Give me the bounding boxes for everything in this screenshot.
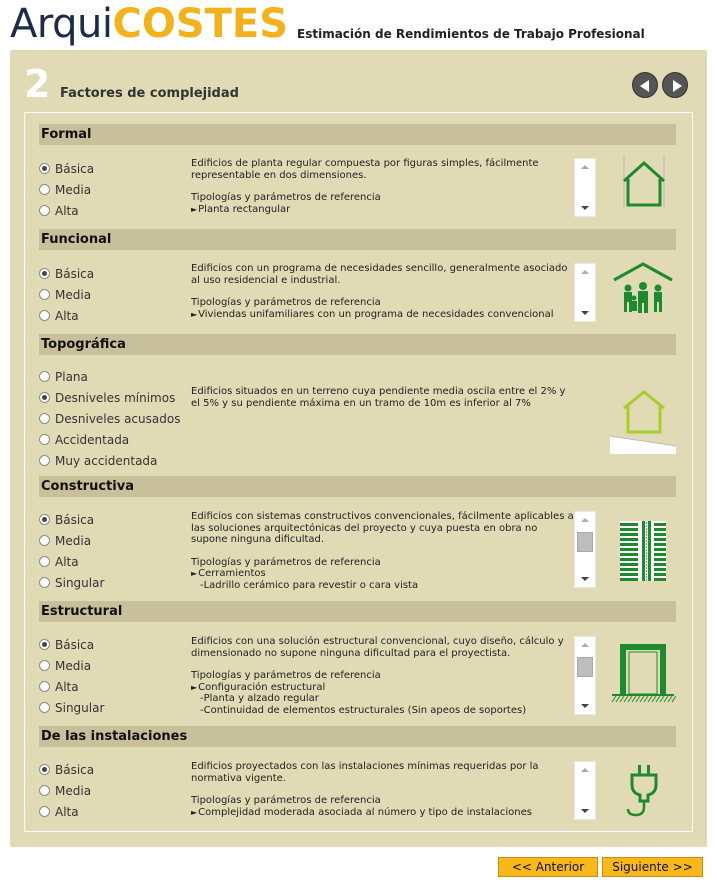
radio-button[interactable] [39,205,50,216]
radio-option[interactable] [39,179,189,200]
radio-label: Básica [55,512,95,527]
radio-button[interactable] [39,310,50,321]
radio-label: Media [55,287,92,302]
triangle-right-icon: ► [191,204,198,214]
description-scrollbar[interactable] [574,263,596,322]
radio-button[interactable] [39,434,50,445]
description-box [191,511,574,591]
typology-item-text: Cerramientos [198,568,266,579]
radio-button[interactable] [39,371,50,382]
typology-item-text: Planta rectangular [198,203,291,215]
radio-label: Alta [55,203,79,218]
typology-item-text: Configuración estructural [198,681,326,693]
nav-next-button[interactable] [662,72,688,98]
typology-item [191,204,574,216]
options-group [39,158,189,221]
section-header-4: Estructural [39,601,676,622]
next-button[interactable]: Siguiente >> [602,857,703,877]
arrow-left-icon [633,73,659,99]
radio-button[interactable] [39,455,50,466]
radio-label: Básica [55,637,95,652]
description-box [191,263,574,322]
radio-button[interactable] [39,289,50,300]
radio-option[interactable] [39,305,189,326]
header-subtitle: Estimación de Rendimientos de Trabajo Profesional [297,27,645,41]
description-scrollbar[interactable] [574,636,596,715]
scroll-up-arrow-icon[interactable] [581,643,589,647]
description-scrollbar[interactable] [574,511,596,588]
description-text: Edificios situados en un terreno cuya pendiente media oscila entre el 2% y el 5% y su pendiente máxima en un tramo de 10m es inferior al 7% [191,386,566,409]
app-header [0,0,717,50]
typology-item-text: Viviendas unifamiliares con un programa de necesidades convencional [198,308,554,320]
typology-subitem: -Continuidad de elementos estructurales (Sin apeos de soportes) [200,704,527,716]
radio-button[interactable] [39,806,50,817]
radio-label: Desniveles mínimos [55,390,176,405]
radio-label: Básica [55,266,95,281]
radio-option[interactable] [39,450,189,471]
arrow-right-icon [663,73,689,99]
radio-option[interactable] [39,697,189,718]
factors-container [24,112,693,832]
section-header-1: Funcional [39,229,676,250]
scroll-down-arrow-icon[interactable] [581,704,589,708]
radio-button[interactable] [39,184,50,195]
scroll-up-arrow-icon[interactable] [581,768,589,772]
radio-option[interactable] [39,158,189,179]
triangle-right-icon: ► [191,807,198,817]
radio-option[interactable] [39,200,189,221]
typology-heading: Tipologías y parámetros de referencia [191,192,381,203]
typology-heading: Tipologías y parámetros de referencia [191,556,381,568]
radio-option[interactable] [39,759,189,780]
radio-label: Desniveles acusados [55,411,181,426]
electric-plug-icon [610,759,676,825]
description-box [191,158,574,217]
radio-label: Media [55,533,92,548]
typology-item [191,568,574,580]
scroll-up-arrow-icon[interactable] [581,165,589,169]
scroll-thumb[interactable] [577,657,593,677]
nav-prev-button[interactable] [632,72,658,98]
options-group [39,759,189,822]
scroll-thumb[interactable] [577,532,593,552]
radio-option[interactable] [39,263,189,284]
description-box [191,636,574,717]
house-on-slope-icon [610,388,676,454]
typology-subitem: -Ladrillo cerámico para revestir o cara vista [200,579,419,591]
typology-heading: Tipologías y parámetros de referencia [191,297,381,308]
description-box [191,761,574,820]
triangle-right-icon: ► [191,682,198,692]
radio-label: Accidentada [55,432,130,447]
radio-button[interactable] [39,514,50,525]
typology-subitem: -Planta y alzado regular [200,693,319,704]
radio-button[interactable] [39,764,50,775]
scroll-down-arrow-icon[interactable] [581,809,589,813]
section-header-5: De las instalaciones [39,726,676,747]
radio-label: Alta [55,804,79,819]
triangle-right-icon: ► [191,569,198,578]
typology-item-text: Complejidad moderada asociada al número y tipo de instalaciones [198,806,532,818]
main-panel [10,50,707,847]
options-group [39,366,189,471]
description-text: Edificios con una solución estructural convencional, cuyo diseño, cálculo y dimensionado no supone ninguna dificultad para el proyectista. [191,636,564,659]
section-header-2: Topográfica [39,334,676,355]
step-number: 2 [24,62,51,106]
family-house-icon [610,260,676,326]
radio-label: Muy accidentada [55,453,158,468]
radio-button[interactable] [39,785,50,796]
triangle-right-icon: ► [191,309,198,319]
radio-button[interactable] [39,639,50,650]
logo-text-costes: COSTES [112,1,289,47]
radio-label: Plana [55,369,88,384]
radio-button[interactable] [39,392,50,403]
radio-button[interactable] [39,681,50,692]
step-title: Factores de complejidad [60,86,239,101]
section-header-0: Formal [39,124,676,145]
description-text: Edificios con sistemas constructivos convencionales, fácilmente aplicables a las soluciones arquitectónicas del proyecto y cuya puesta en obra no supone ninguna dificultad. [191,511,574,545]
options-group [39,263,189,326]
radio-option[interactable] [39,676,189,697]
radio-option[interactable] [39,284,189,305]
description-text: Edificios proyectados con las instalaciones mínimas requeridas por la normativa vigente. [191,761,539,784]
typology-item [191,309,574,321]
description-scrollbar[interactable] [574,761,596,820]
radio-button[interactable] [39,413,50,424]
radio-button[interactable] [39,268,50,279]
typology-item [191,807,574,819]
radio-option[interactable] [39,509,189,530]
options-group [39,634,189,718]
section-header-3: Constructiva [39,476,676,497]
radio-button[interactable] [39,660,50,671]
typology-item [191,682,574,694]
scroll-down-arrow-icon[interactable] [581,311,589,315]
description-scrollbar[interactable] [574,158,596,217]
scroll-down-arrow-icon[interactable] [581,206,589,210]
typology-heading: Tipologías y parámetros de referencia [191,670,381,681]
scroll-up-arrow-icon[interactable] [581,518,589,522]
radio-option[interactable] [39,366,189,387]
radio-option[interactable] [39,634,189,655]
scroll-up-arrow-icon[interactable] [581,270,589,274]
radio-label: Media [55,783,92,798]
radio-button[interactable] [39,702,50,713]
radio-option[interactable] [39,655,189,676]
radio-option[interactable] [39,801,189,822]
radio-label: Media [55,182,92,197]
radio-button[interactable] [39,163,50,174]
typology-heading: Tipologías y parámetros de referencia [191,795,381,806]
description-text: Edificios de planta regular compuesta por figuras simples, fácilmente representable en dos dimensiones. [191,158,539,181]
radio-option[interactable] [39,408,189,429]
radio-button[interactable] [39,535,50,546]
brick-wall-section-icon [610,517,676,583]
radio-label: Básica [55,762,95,777]
radio-label: Singular [55,700,105,715]
logo-text-arqui: Arqui [10,1,113,47]
radio-option[interactable] [39,530,189,551]
radio-button[interactable] [39,577,50,588]
radio-label: Alta [55,679,79,694]
house-outline-icon [610,155,676,221]
radio-option[interactable] [39,387,189,408]
radio-button[interactable] [39,556,50,567]
radio-label: Básica [55,161,95,176]
description-text: Edificios con un programa de necesidades sencillo, generalmente asociado al uso residencial e industrial. [191,263,568,286]
radio-option[interactable] [39,572,189,593]
logo [10,2,288,46]
radio-option[interactable] [39,429,189,450]
options-group [39,509,189,593]
structural-frame-icon [610,638,676,704]
radio-label: Media [55,658,92,673]
description-box [191,386,574,426]
radio-option[interactable] [39,551,189,572]
previous-button[interactable]: << Anterior [498,857,598,877]
radio-label: Alta [55,308,79,323]
radio-option[interactable] [39,780,189,801]
scroll-down-arrow-icon[interactable] [581,577,589,581]
radio-label: Alta [55,554,79,569]
radio-label: Singular [55,575,105,590]
